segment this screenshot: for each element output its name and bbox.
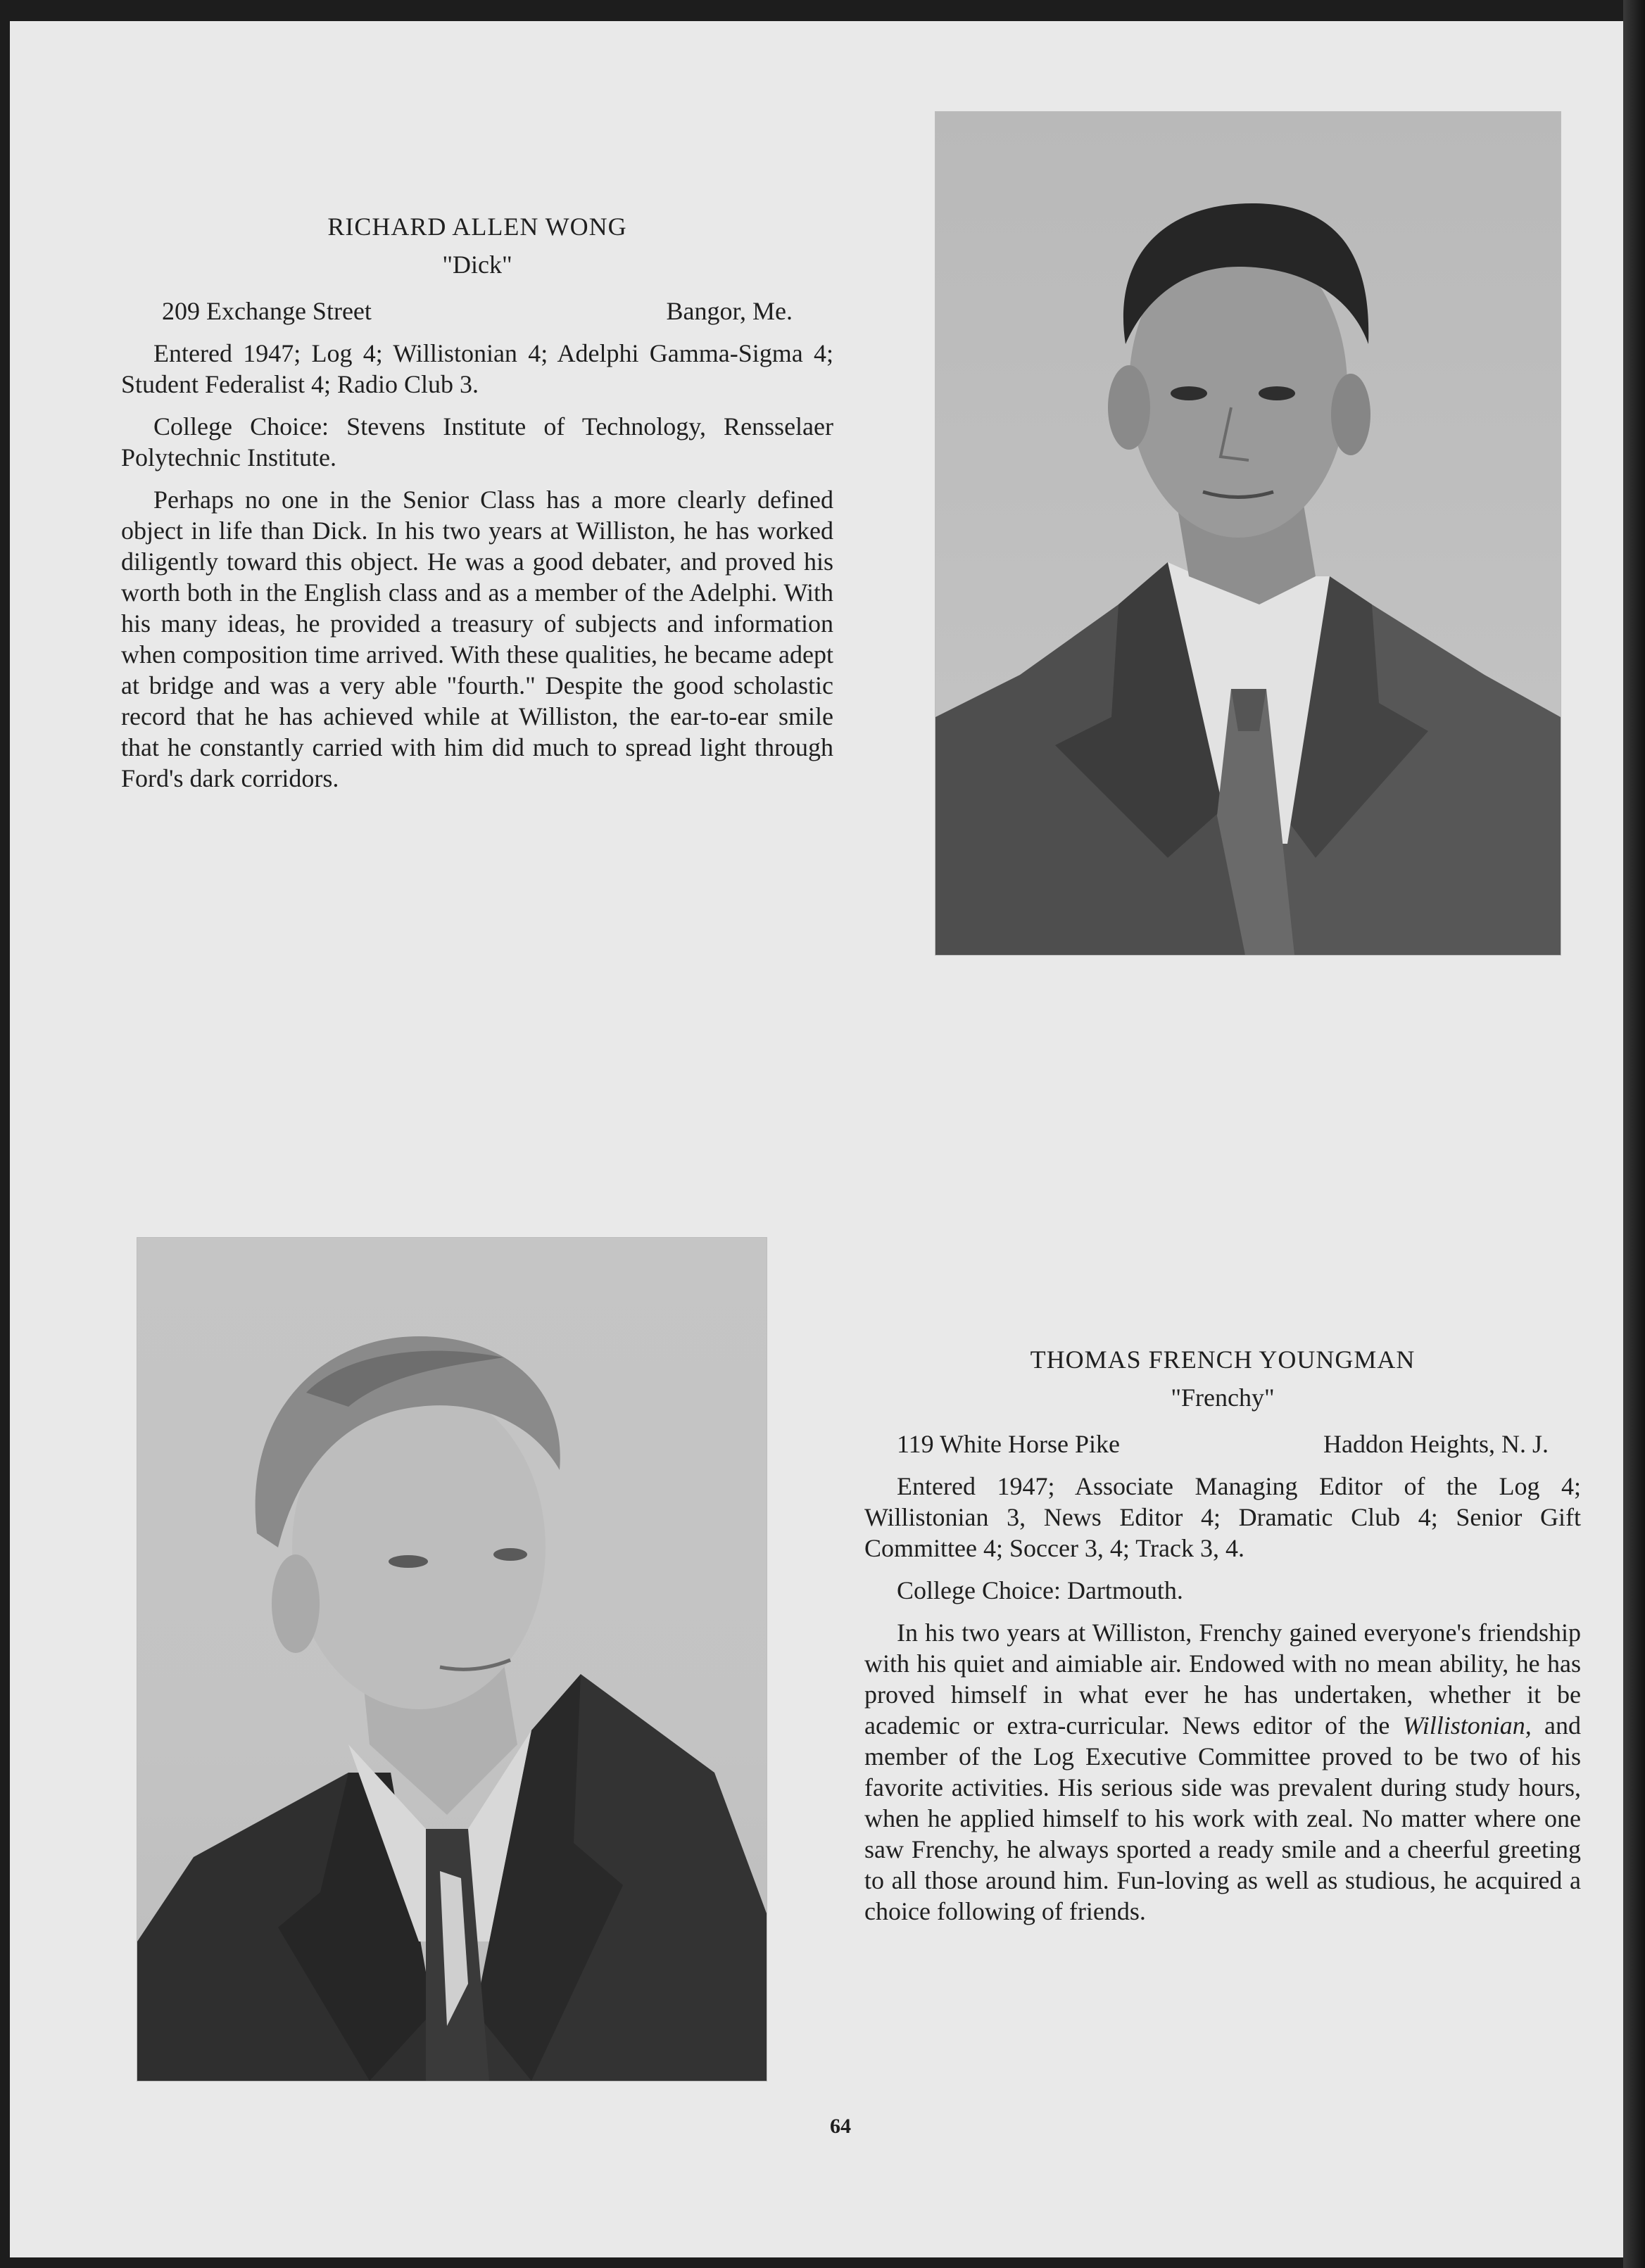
scan-edge-shadow <box>1623 0 1645 2268</box>
student-nickname: "Frenchy" <box>1171 1383 1275 1412</box>
college-choice: College Choice: Dartmouth. <box>897 1576 1183 1604</box>
student-name: RICHARD ALLEN WONG <box>327 213 627 241</box>
student-name: THOMAS FRENCH YOUNGMAN <box>1030 1345 1416 1374</box>
biography-text <box>864 1617 1581 1927</box>
college-choice: College Choice: Stevens Institute of Technology, Rensselaer Polytechnic Institute. <box>121 412 833 471</box>
biography-text-part: In his two years at Williston, Frenchy gained everyone's friendship with his quiet and aimiable air. Endowed with no mean ability, he has proved himself in what ever he has undertaken, whether it be academic or extra-curricular. News editor of the <box>864 1618 1581 1740</box>
yearbook-page <box>10 21 1623 2257</box>
activities-list: Entered 1947; Associate Managing Editor of the Log 4; Willistonian 3, News Editor 4; Dramatic Club 4; Senior Gift Committee 4; Soccer 3, 4; Track 3, 4. <box>864 1472 1581 1562</box>
home-address <box>121 296 833 327</box>
home-address <box>864 1428 1581 1459</box>
biography-text: Perhaps no one in the Senior Class has a more clearly defined object in life than Dick. In his two years at Williston, he has worked diligently toward this object. He was a good debater, and proved his worth both in the English class and as a member of the Adelphi. With his many ideas, he provided a treasury of subjects and information when composition time arrived. With these qualities, he became adept at bridge and was a very able "fourth." Despite the good scholastic record that he has achieved while at Williston, the ear-to-ear smile that he constantly carried with him did much to spread light through Ford's dark corridors. <box>121 486 833 792</box>
home-city: Bangor, Me. <box>666 297 793 325</box>
senior-portrait-wong <box>935 111 1561 956</box>
page-number: 64 <box>830 2115 851 2138</box>
street-address: 209 Exchange Street <box>162 297 372 325</box>
street-address: 119 White Horse Pike <box>897 1430 1120 1458</box>
senior-portrait-youngman <box>137 1237 767 2082</box>
biography-text-part: and member of the Log Executive Committee proved to be two of his favorite activities. His serious side was prevalent during study hours, when he applied himself to his work with zeal. No matter where one saw Frenchy, he always sported a ready smile and a cheerful greeting to all those around him. Fun-loving as well as studious, he acquired a choice following of friends. <box>864 1711 1581 1925</box>
senior-bio-wong <box>121 211 833 794</box>
student-nickname: "Dick" <box>442 251 512 279</box>
publication-title: Willistonian, <box>1402 1711 1532 1740</box>
activities-list: Entered 1947; Log 4; Willistonian 4; Adelphi Gamma-Sigma 4; Student Federalist 4; Radio Club 3. <box>121 339 833 398</box>
home-city: Haddon Heights, N. J. <box>1323 1430 1549 1458</box>
senior-bio-youngman <box>864 1344 1581 1927</box>
